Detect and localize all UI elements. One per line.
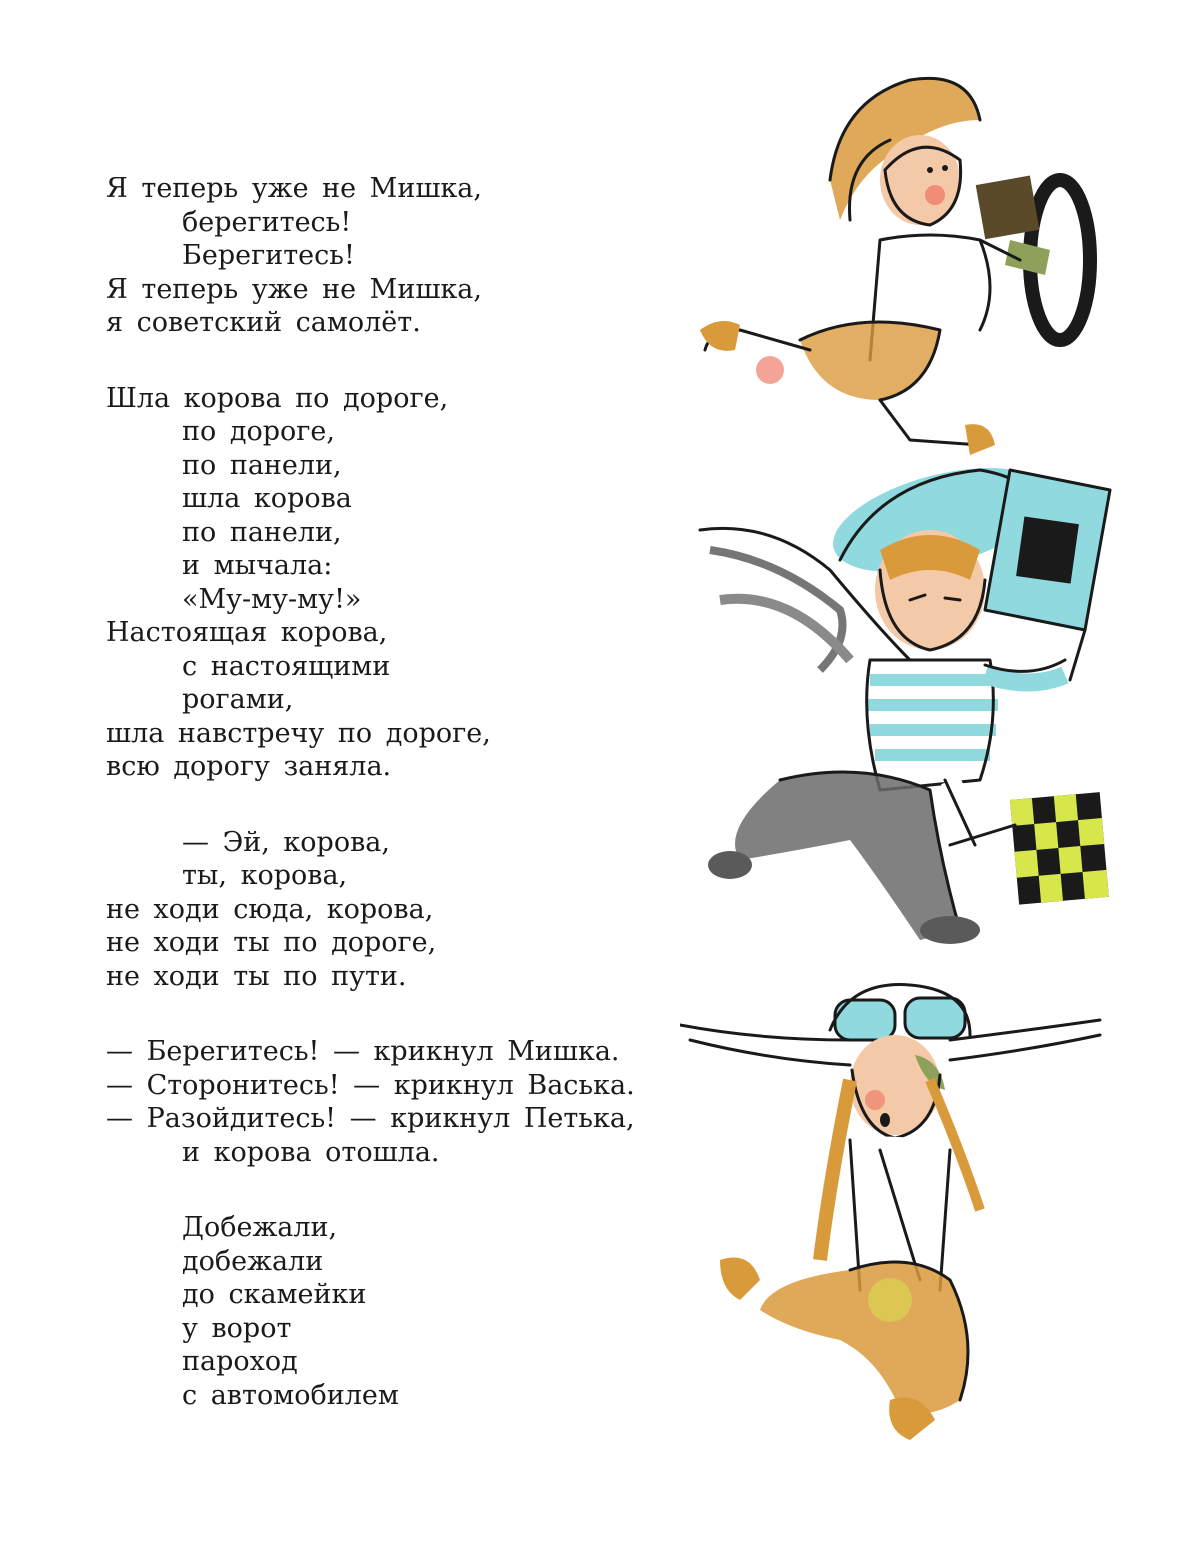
poem-line: и мычала: (182, 550, 333, 581)
poem-line: не ходи сюда, корова, (106, 893, 434, 925)
poem-line: до скамейки (182, 1279, 367, 1310)
poem-line: пароход (182, 1346, 298, 1377)
poem-line: — Эй, корова, (182, 826, 390, 858)
poem-line: по панели, (182, 516, 342, 548)
poem-line: Берегитесь! (182, 240, 355, 271)
poem-line: по панели, (182, 449, 342, 481)
poem-line: не ходи ты по пути. (106, 960, 407, 992)
poem-text (106, 172, 706, 1412)
poem-line: с настоящими (182, 650, 391, 682)
poem-line: с автомобилем (182, 1379, 399, 1411)
poem-line: шла корова (182, 483, 352, 514)
illustration-column (680, 60, 1140, 1460)
poem-line: я советский самолёт. (106, 307, 421, 338)
poem-line: ты, корова, (182, 860, 348, 891)
poem-line: Шла корова по дороге, (106, 382, 449, 414)
poem-line: — Разойдитесь! — крикнул Петька, (106, 1103, 635, 1134)
poem-line: — Сторонитесь! — крикнул Васька. (106, 1069, 635, 1101)
stanza-gap (106, 993, 706, 1035)
poem-line: не ходи ты по дороге, (106, 927, 437, 958)
poem-line: Я теперь уже не Мишка, (106, 173, 482, 204)
poem-line: — Берегитесь! — крикнул Мишка. (106, 1036, 620, 1067)
poem-line: Добежали, (182, 1212, 338, 1243)
poem-line: Я теперь уже не Мишка, (106, 273, 482, 305)
stanza-gap (106, 784, 706, 826)
poem-line: и корова отошла. (182, 1136, 440, 1168)
stanza (106, 172, 706, 340)
poem-line: берегитесь! (182, 206, 352, 238)
boy-pilot-airplane-icon (680, 980, 1120, 1450)
stanza-gap (106, 340, 706, 382)
poem-line: у ворот (182, 1312, 292, 1344)
stanza (106, 1211, 706, 1412)
poem-line: Настоящая корова, (106, 617, 388, 648)
boy-with-steering-wheel-icon (680, 60, 1100, 480)
stanza (106, 1035, 706, 1169)
poem-line: рогами, (182, 684, 294, 715)
stanza-gap (106, 1169, 706, 1211)
poem-line: «Му-му-му!» (182, 583, 362, 615)
stanza (106, 382, 706, 784)
poem-line: шла навстречу по дороге, (106, 717, 491, 749)
poem-line: добежали (182, 1245, 324, 1277)
poem-line: по дороге, (182, 416, 335, 447)
boy-with-signal-flags-icon (680, 460, 1120, 960)
stanza (106, 826, 706, 994)
poem-line: всю дорогу заняла. (106, 751, 392, 782)
